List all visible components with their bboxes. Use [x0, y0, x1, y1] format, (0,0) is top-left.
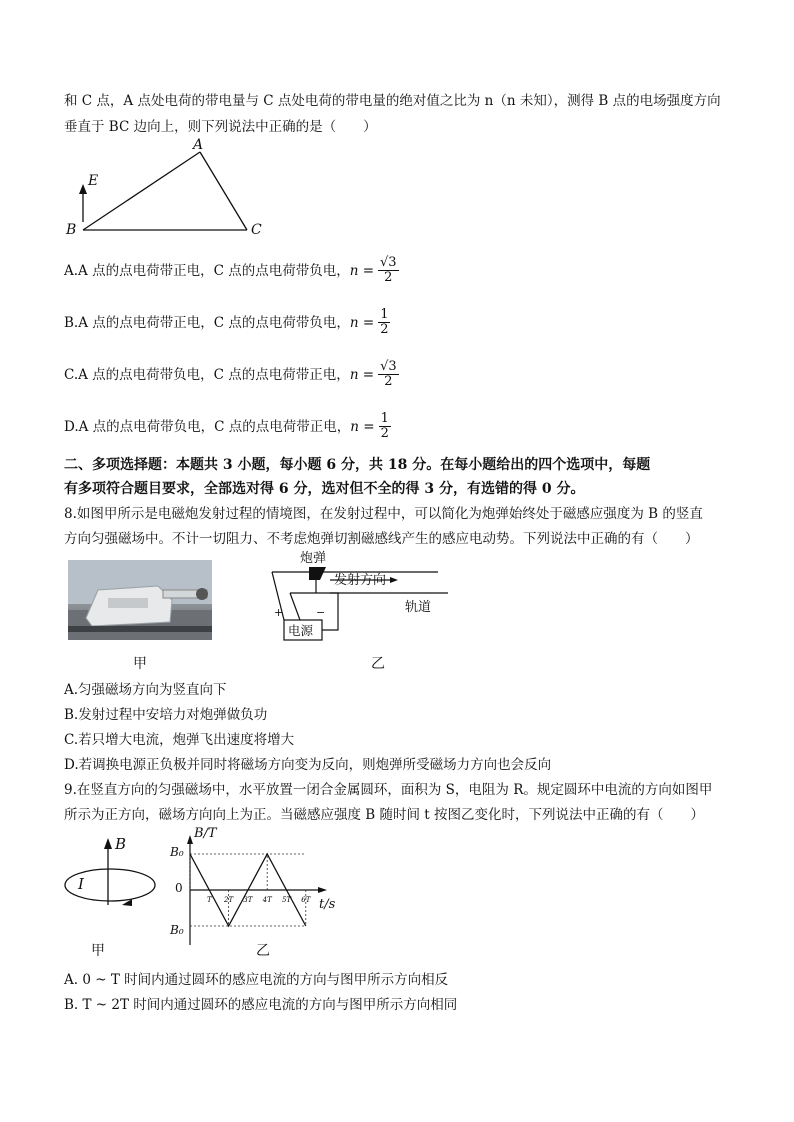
q9-stem-line1: 9.在竖直方向的匀强磁场中，水平放置一闭合金属圆环，面积为 S，电阻为 R。规定圆环中电流的方向如图甲 — [64, 782, 713, 798]
q8-option-c[interactable]: C.若只增大电流，炮弹飞出速度将增大 — [64, 732, 295, 748]
fig8-jia-label: 甲 — [133, 656, 147, 672]
q7-stem-line2: 垂直于 BC 边向上，则下列说法中正确的是（ ） — [64, 119, 377, 135]
numerator: √3 — [380, 255, 397, 270]
q9-option-b[interactable]: B. T ~ 2T 时间内通过圆环的感应电流的方向与图甲所示方向相同 — [64, 997, 458, 1013]
n-equals: n = — [349, 262, 375, 279]
q8-option-d[interactable]: D.若调换电源正负极并同时将磁场方向变为反向，则炮弹所受磁场力方向也会反向 — [64, 757, 552, 773]
x-tick-label: 2T — [224, 896, 234, 904]
n-equals: n = — [349, 366, 375, 383]
option-text: B.A 点的点电荷带正电，C 点的点电荷带负电， — [64, 314, 350, 331]
x-tick-label: 5T — [281, 896, 292, 904]
e-field-label: E — [88, 173, 99, 189]
b0-tick-label: B₀ — [170, 845, 184, 859]
q8-option-a[interactable]: A.匀强磁场方向为竖直向下 — [64, 682, 227, 698]
x-axis-label: t/s — [319, 897, 336, 912]
x-tick-labels — [207, 896, 312, 904]
x-axis-arrow — [318, 887, 327, 893]
denominator: 2 — [384, 270, 393, 285]
q8-stem-line1: 8.如图甲所示是电磁炮发射过程的情境图，在发射过程中，可以简化为炮弹始终处于磁感应强度为 B 的竖直 — [64, 506, 703, 522]
n-equals: n = — [350, 418, 375, 435]
fig9-jia-label: 甲 — [91, 943, 105, 959]
y-axis-label: B/T — [194, 826, 217, 841]
x-tick-label: T — [206, 896, 212, 904]
section-heading-line1: 二、多项选择题：本题共 3 小题，每小题 6 分，共 18 分。在每小题给出的四个选项中，每题 — [64, 457, 651, 473]
shell-label: 炮弹 — [300, 551, 327, 566]
neg-b0-tick-label: B₀ — [170, 923, 184, 937]
option-text: C.A 点的点电荷带负电，C 点的点电荷带正电， — [64, 366, 350, 383]
rail-label: 轨道 — [405, 600, 432, 615]
y-axis-arrow — [187, 835, 193, 844]
option-text: D.A 点的点电荷带负电，C 点的点电荷带正电， — [64, 418, 351, 435]
zero-tick-label: 0 — [175, 881, 183, 895]
q8-stem-line2: 方向匀强磁场中。不计一切阻力、不考虑炮弹切割磁感线产生的感应电动势。下列说法中正确的有（ ） — [64, 531, 699, 547]
i-label: I — [78, 875, 84, 893]
point-b-label: B — [66, 222, 77, 238]
q9-stem-line2: 所示为正方向，磁场方向向上为正。当磁感应强度 B 随时间 t 按图乙变化时，下列说法中正确的有（ ） — [64, 807, 705, 823]
q8-option-b[interactable]: B.发射过程中安培力对炮弹做负功 — [64, 707, 268, 723]
q9-option-a[interactable]: A. 0 ~ T 时间内通过圆环的感应电流的方向与图甲所示方向相反 — [64, 972, 449, 988]
x-tick-label: 4T — [262, 896, 272, 904]
fig9-yi-label: 乙 — [256, 943, 270, 959]
plus-label: + — [274, 606, 284, 619]
denominator: 2 — [380, 426, 389, 441]
point-a-label: A — [193, 137, 204, 153]
minus-label: − — [316, 606, 326, 619]
q7-stem-line1: 和 C 点，A 点处电荷的带电量与 C 点处电荷的带电量的绝对值之比为 n（n 未知），测得 B 点的电场强度方向 — [64, 93, 721, 109]
section-heading-line2: 有多项符合题目要求，全部选对得 6 分，选对但不全的得 3 分，有选错的得 0 分。 — [64, 481, 585, 497]
power-source-label: 电源 — [288, 623, 314, 638]
numerator: 1 — [380, 411, 389, 426]
point-c-label: C — [251, 222, 262, 238]
denominator: 2 — [384, 374, 393, 389]
option-text: A.A 点的点电荷带正电，C 点的点电荷带负电， — [64, 262, 350, 279]
numerator: √3 — [380, 359, 397, 374]
x-tick-label: 3T — [243, 896, 253, 904]
b-label: B — [115, 835, 127, 853]
n-equals: n = — [349, 314, 375, 331]
fig8-yi-label: 乙 — [371, 656, 385, 672]
x-tick-label: 6T — [301, 896, 311, 904]
denominator: 2 — [380, 322, 389, 337]
numerator: 1 — [380, 307, 389, 322]
direction-label: 发射方向 — [334, 573, 387, 588]
